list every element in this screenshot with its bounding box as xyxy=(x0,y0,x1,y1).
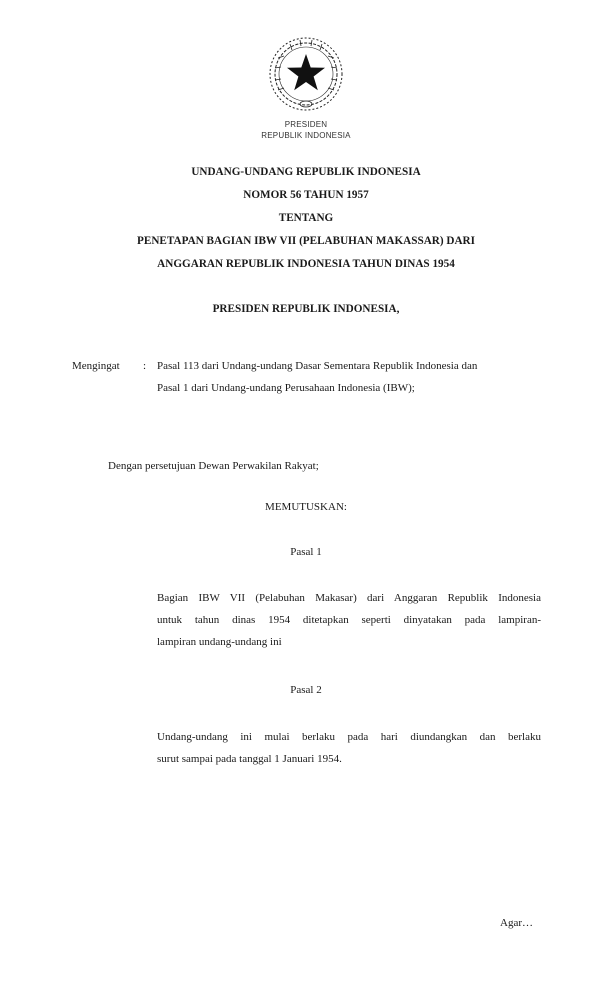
article-1-line-3: lampiran undang-undang ini xyxy=(157,636,282,648)
article-1-line-1: Bagian IBW VII (Pelabuhan Makasar) dari Anggaran Republik Indonesia xyxy=(157,592,541,604)
article-2-body xyxy=(157,726,541,770)
title-line-1: UNDANG-UNDANG REPUBLIK INDONESIA xyxy=(191,166,421,178)
article-2-line-1: Undang-undang ini mulai berlaku pada hari diundangkan dan berlaku xyxy=(157,731,541,743)
article-2-heading: Pasal 2 xyxy=(290,684,322,696)
approval-text: Dengan persetujuan Dewan Perwakilan Rakyat; xyxy=(108,460,319,472)
title-line-3: TENTANG xyxy=(278,212,334,224)
article-1-body xyxy=(157,587,541,653)
article-1-heading: Pasal 1 xyxy=(290,546,322,558)
title-line-5: ANGGARAN REPUBLIK INDONESIA TAHUN DINAS 1954 xyxy=(157,258,455,270)
considering-line-1: Pasal 113 dari Undang-undang Dasar Sementara Republik Indonesia dan xyxy=(157,360,478,372)
article-2-line-2: surut sampai pada tanggal 1 Januari 1954. xyxy=(157,753,342,765)
issuer-heading: PRESIDEN REPUBLIK INDONESIA, xyxy=(212,303,400,315)
continuation-text: Agar… xyxy=(500,917,533,929)
considering-text xyxy=(157,355,541,399)
presidential-emblem-icon xyxy=(266,34,346,114)
title-line-2: NOMOR 56 TAHUN 1957 xyxy=(243,189,369,201)
letterhead-line-2: REPUBLIK INDONESIA xyxy=(261,131,351,140)
considering-colon: : xyxy=(143,360,147,372)
article-1-line-2: untuk tahun dinas 1954 ditetapkan seperti dinyatakan pada lampiran- xyxy=(157,614,541,626)
considering-label: Mengingat xyxy=(72,360,120,372)
letterhead-line-1: PRESIDEN xyxy=(284,120,328,129)
title-line-4: PENETAPAN BAGIAN IBW VII (PELABUHAN MAKASSAR) DARI xyxy=(137,235,475,247)
decision-heading: MEMUTUSKAN: xyxy=(265,501,347,513)
considering-line-2: Pasal 1 dari Undang-undang Perusahaan Indonesia (IBW); xyxy=(157,382,415,394)
